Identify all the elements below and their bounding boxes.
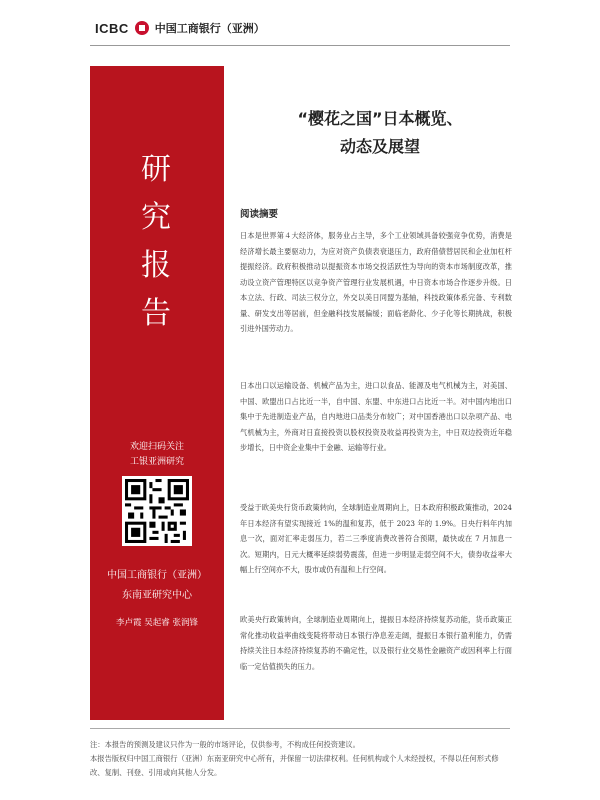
scan-prompt-line: 欢迎扫码关注 — [129, 442, 184, 452]
footer-divider — [90, 728, 510, 729]
bank-logo — [95, 20, 265, 36]
authors: 李卢霞 吴起睿 张润锋 — [116, 618, 198, 628]
summary-paragraph: 日本出口以运输设备、机械产品为主，进口以食品、能源及电气机械为主，对美国、中国、欧盟出口占比近一半，自中国、东盟、中东进口占比近一半。对中国内地出口集中于先进制造业产品，自内地进口品类分布较广；对中国香港出口以杂项产品、电气机械为主，外商对日直接投资以股权投资及收益再投资为主，中日双边投资近年稳步增长，日中资企业集中于金融、运输等行业。 — [240, 381, 512, 452]
report-title-line: 动态及展望 — [339, 137, 420, 156]
page-header — [0, 0, 600, 52]
header-divider — [90, 45, 510, 46]
logo-latin-text: ICBC — [95, 20, 129, 36]
summary-paragraph: 日本是世界第４大经济体，服务业占主导，多个工业领域具备较强竞争优势，消费是经济增长最主要驱动力，为应对资产负债表衰退压力，政府借债替居民和企业加杠杆提振经济。政府积极推动以提振资本市场交投活跃性为导向的资本市场制度改革，推动设立资产管理特区以竞争资产管理行业发展机遇，中日资本市场合作逐步升级。日本立法、行政、司法三权分立，外交以美日同盟为基轴，科技政策体系完备、专利数量、研发支出等居前，但金融科技发展偏缓；面临老龄化、少子化等长期挑战，积极引进外国劳动力。 — [240, 231, 512, 333]
disclaimer-line: 本报告版权归中国工商银行（亚洲）东南亚研究中心所有，并保留一切法律权利。任何机构或个人未经授权，不得以任何形式修改、复制、刊登、引用或向其他人分发。 — [90, 754, 499, 777]
org-name: 中国工商银行（亚洲） — [107, 570, 207, 581]
summary-heading: 阅读摘要 — [240, 209, 279, 220]
scan-prompt-line: 工银亚洲研究 — [129, 457, 184, 467]
report-title-line: “樱花之国”日本概览、 — [297, 109, 463, 128]
icbc-logo-icon — [135, 21, 149, 35]
report-type-title — [90, 146, 224, 338]
disclaimer-line: 注：本报告的预测及建议只作为一般的市场评论，仅供参考，不构成任何投资建议。 — [90, 740, 360, 749]
summary-paragraph: 受益于欧美央行货币政策转向，全球制造业周期向上，日本政府积极政策推动，2024 年日本经济有望实现接近 1%的温和复苏，低于 2023 年的 1.9%。日央行料年内加息一次，面对汇率走弱压力，若二三季度消费改善符合预期，最快或在 7 月加息一次。短期内，日元大概率延续弱势震荡，但进一步明显走弱空间不大，债券收益率大幅上行空间亦不大，股市或仍有温和上行空间。 — [240, 503, 512, 574]
report-type-char: 研 — [141, 152, 173, 187]
report-type-char: 究 — [141, 200, 173, 235]
logo-chinese-text: 中国工商银行（亚洲） — [154, 22, 265, 35]
qr-code-icon — [125, 479, 189, 543]
qr-code[interactable] — [122, 476, 192, 546]
disclaimer — [90, 738, 510, 780]
report-type-char: 告 — [141, 296, 173, 331]
report-type-char: 报 — [141, 248, 173, 283]
summary-paragraph: 欧美央行政策转向，全球制造业周期向上，提振日本经济持续复苏动能，货币政策正常化推动收益率曲线变陡将带动日本银行净息差走阔，提振日本银行盈利能力，仍需持续关注日本经济持续复苏的不确定性，以及银行业交易性金融资产或因利率上行面临一定估值损失的压力。 — [240, 615, 512, 671]
scan-prompt — [90, 440, 224, 470]
sidebar-panel — [90, 66, 224, 720]
report-title — [250, 105, 510, 161]
org-department: 东南亚研究中心 — [122, 590, 192, 601]
